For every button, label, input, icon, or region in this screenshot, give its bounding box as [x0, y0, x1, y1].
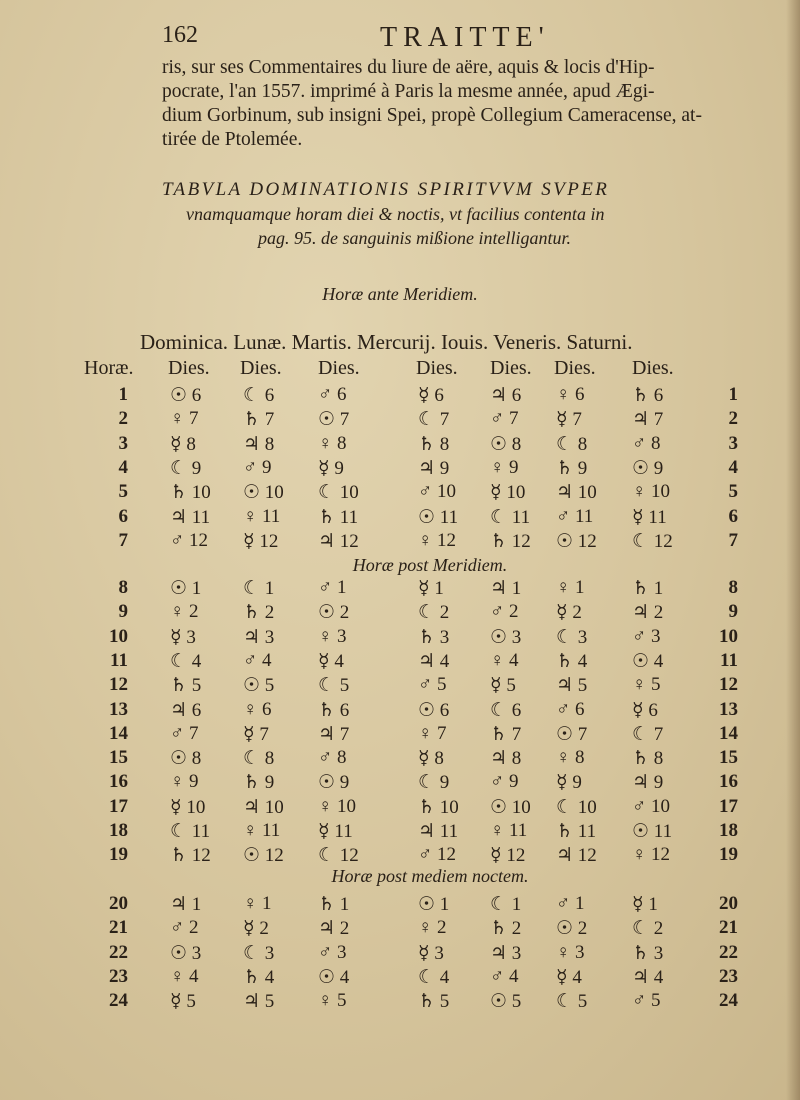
hours-column-header: Horæ.: [84, 357, 134, 379]
section-heading-post-meridiem: Horæ post Meridiem.: [352, 555, 508, 575]
planet-cell: ☿ 12: [243, 530, 279, 552]
intro-line: pocrate, l'an 1557. imprimé à Paris la mesme année, apud Ægi-: [162, 81, 655, 102]
planet-cell: ♂ 10: [632, 795, 670, 817]
hour-number: 20: [109, 893, 128, 914]
planet-cell: ♃ 10: [556, 482, 597, 504]
hour-number: 12: [719, 674, 738, 696]
hour-number: 10: [719, 625, 738, 647]
planet-cell: ☿ 4: [556, 966, 582, 988]
planet-cell: ☿ 10: [170, 796, 206, 818]
planet-cell: ♂ 4: [243, 649, 272, 671]
dies-column-header: Dies.: [554, 357, 596, 379]
planet-cell: ♀ 5: [632, 674, 661, 696]
hour-number: 24: [719, 990, 738, 1012]
planet-cell: ☾ 12: [318, 845, 359, 867]
planet-cell: ♀ 2: [418, 917, 447, 939]
planet-cell: ☾ 4: [170, 650, 202, 672]
planet-cell: ☿ 1: [632, 894, 658, 915]
planet-cell: ♄ 8: [632, 748, 664, 770]
planet-cell: ☉ 6: [418, 699, 450, 721]
planet-cell: ♂ 10: [418, 481, 456, 503]
planet-cell: ♃ 12: [318, 530, 359, 552]
table-title-line: TABVLA DOMINATIONIS SPIRITVVM SVPER: [162, 179, 610, 200]
intro-line: tirée de Ptolemée.: [162, 129, 303, 150]
planet-cell: ☉ 2: [556, 918, 588, 940]
hour-number: 15: [109, 747, 128, 769]
planet-cell: ♀ 9: [170, 771, 199, 793]
planet-cell: ♀ 11: [490, 820, 528, 841]
hour-number: 7: [728, 529, 738, 551]
planet-cell: ♂ 3: [318, 941, 347, 963]
planet-cell: ☿ 6: [632, 699, 658, 721]
planet-cell: ♂ 9: [243, 456, 272, 478]
planet-cell: ♀ 12: [418, 529, 456, 551]
planet-cell: ♀ 6: [556, 384, 585, 405]
planet-cell: ♀ 12: [632, 844, 670, 866]
table-row: [0, 384, 800, 408]
planet-cell: ☉ 10: [490, 796, 531, 818]
planet-cell: ☉ 1: [170, 578, 202, 599]
planet-cell: ☾ 11: [170, 821, 211, 842]
planet-cell: ♃ 5: [243, 991, 275, 1013]
planet-cell: ♃ 4: [632, 966, 664, 988]
planet-cell: ☉ 7: [318, 409, 350, 431]
planet-cell: ☾ 8: [556, 433, 588, 455]
planet-cell: ☾ 3: [243, 942, 275, 964]
planet-cell: ♂ 5: [418, 674, 447, 696]
planet-cell: ♃ 6: [170, 699, 202, 721]
planet-cell: ♀ 5: [318, 990, 347, 1012]
table-row: [0, 577, 800, 601]
planet-cell: ☿ 8: [170, 433, 196, 455]
planet-cell: ♂ 9: [490, 771, 519, 793]
hour-number: 22: [109, 941, 128, 963]
planet-cell: ♄ 3: [632, 942, 664, 964]
planet-cell: ♃ 11: [170, 506, 211, 528]
table-row: [0, 844, 800, 868]
running-title: TRAITTE': [380, 22, 550, 53]
planet-cell: ♄ 6: [632, 385, 664, 406]
planet-cell: ♀ 4: [170, 965, 199, 987]
planet-cell: ♀ 11: [243, 505, 281, 527]
planet-cell: ☉ 12: [556, 530, 597, 552]
planet-cell: ♃ 5: [556, 675, 588, 697]
dies-column-header: Dies.: [318, 357, 360, 379]
planet-cell: ☾ 6: [490, 699, 522, 721]
planet-cell: ♂ 5: [632, 990, 661, 1012]
table-row: [0, 530, 800, 554]
intro-line: ris, sur ses Commentaires du liure de aëre, aquis & locis d'Hip-: [162, 57, 655, 78]
planet-cell: ♄ 2: [490, 918, 522, 940]
planet-cell: ♃ 4: [418, 650, 450, 672]
planet-cell: ♀ 7: [170, 408, 199, 430]
planet-cell: ☿ 2: [556, 602, 582, 624]
planet-cell: ♄ 12: [490, 530, 531, 552]
hour-number: 18: [109, 820, 128, 841]
hour-number: 20: [719, 893, 738, 914]
table-row: [0, 747, 800, 771]
table-row: [0, 457, 800, 481]
planet-cell: ♂ 6: [318, 384, 347, 405]
planet-cell: ♃ 3: [490, 942, 522, 964]
page-header: [0, 22, 800, 56]
hour-number: 5: [118, 481, 128, 503]
planet-cell: ♀ 1: [243, 893, 272, 914]
planet-cell: ☿ 4: [318, 650, 344, 672]
hour-number: 23: [109, 965, 128, 987]
planet-cell: ♂ 12: [170, 529, 208, 551]
planet-cell: ♄ 10: [418, 796, 459, 818]
planet-cell: ♃ 7: [632, 409, 664, 431]
planet-cell: ♃ 9: [418, 457, 450, 479]
planet-cell: ☉ 5: [243, 675, 275, 697]
planet-cell: ☾ 9: [418, 772, 450, 794]
planet-cell: ♄ 9: [243, 772, 275, 794]
planet-cell: ☾ 4: [418, 966, 450, 988]
planet-cell: ☾ 12: [632, 530, 673, 552]
day-names-header: Dominica. Lunæ. Martis. Mercurij. Iouis. Veneris. Saturni.: [140, 330, 633, 354]
planet-cell: ☿ 5: [170, 991, 196, 1013]
planet-cell: ♃ 1: [170, 894, 202, 915]
planet-cell: ♃ 9: [632, 772, 664, 794]
planet-cell: ☿ 5: [490, 675, 516, 697]
planet-cell: ☉ 4: [632, 650, 664, 672]
hour-number: 13: [109, 698, 128, 720]
table-row: [0, 626, 800, 650]
table-row: [0, 408, 800, 432]
hour-number: 6: [118, 505, 128, 527]
planet-cell: ☉ 9: [318, 772, 350, 794]
planet-cell: ♀ 3: [318, 625, 347, 647]
planet-cell: ♃ 10: [243, 796, 284, 818]
planet-cell: ♃ 6: [490, 385, 522, 406]
hour-number: 17: [719, 795, 738, 817]
table-row: [0, 796, 800, 820]
planet-cell: ♀ 6: [243, 698, 272, 720]
planet-cell: ☾ 3: [556, 626, 588, 648]
planet-cell: ♃ 7: [318, 723, 350, 745]
planet-cell: ♀ 10: [318, 795, 356, 817]
dies-column-header: Dies.: [490, 357, 532, 379]
hour-number: 14: [719, 722, 738, 744]
column-headers: [0, 357, 800, 381]
planet-cell: ♄ 2: [243, 602, 275, 624]
planet-cell: ♂ 11: [556, 505, 594, 527]
planet-cell: ☿ 8: [418, 748, 444, 770]
table-row: [0, 893, 800, 917]
hour-number: 3: [728, 432, 738, 454]
planet-cell: ♂ 7: [490, 408, 519, 430]
hour-number: 5: [728, 481, 738, 503]
hour-number: 2: [118, 408, 128, 430]
table-row: [0, 699, 800, 723]
hour-number: 21: [719, 917, 738, 939]
planet-cell: ♄ 7: [243, 409, 275, 431]
planet-cell: ♃ 8: [243, 433, 275, 455]
planet-cell: ♄ 9: [556, 457, 588, 479]
planet-cell: ☉ 10: [243, 482, 284, 504]
hour-number: 9: [728, 601, 738, 623]
table-row: [0, 771, 800, 795]
planet-cell: ♄ 5: [170, 675, 202, 697]
planet-cell: ☉ 9: [632, 457, 664, 479]
hour-number: 4: [728, 456, 738, 478]
table-row: [0, 820, 800, 844]
hour-number: 11: [720, 649, 738, 671]
planet-cell: ☿ 1: [418, 578, 444, 599]
table-row: [0, 723, 800, 747]
table-row: [0, 601, 800, 625]
hour-number: 1: [118, 384, 128, 405]
planet-cell: ☉ 4: [318, 966, 350, 988]
planet-cell: ♃ 2: [318, 918, 350, 940]
hour-number: 9: [118, 601, 128, 623]
planet-cell: ♂ 2: [490, 601, 519, 623]
planet-cell: ☾ 2: [632, 918, 664, 940]
planet-cell: ♀ 7: [418, 722, 447, 744]
planet-cell: ♄ 1: [318, 894, 350, 915]
planet-cell: ♄ 5: [418, 991, 450, 1013]
intro-line: dium Gorbinum, sub insigni Spei, propè Collegium Cameracense, at-: [162, 105, 702, 126]
planet-cell: ♃ 3: [243, 626, 275, 648]
hour-number: 7: [118, 529, 128, 551]
hour-number: 23: [719, 965, 738, 987]
planet-cell: ☾ 5: [318, 675, 350, 697]
planet-cell: ☉ 7: [556, 723, 588, 745]
page-number: 162: [162, 22, 198, 48]
planet-cell: ♃ 1: [490, 578, 522, 599]
planet-cell: ☾ 7: [632, 723, 664, 745]
hour-number: 1: [728, 384, 738, 405]
planet-cell: ☿ 7: [243, 723, 269, 745]
planet-cell: ☉ 12: [243, 845, 284, 867]
table-row: [0, 942, 800, 966]
dies-column-header: Dies.: [240, 357, 282, 379]
planet-cell: ♂ 7: [170, 722, 199, 744]
planet-cell: ☿ 9: [556, 772, 582, 794]
planet-cell: ♄ 11: [318, 506, 359, 528]
planet-cell: ☉ 1: [418, 894, 450, 915]
planet-cell: ♂ 2: [170, 917, 199, 939]
table-row: [0, 650, 800, 674]
dies-column-header: Dies.: [632, 357, 674, 379]
planet-cell: ♀ 8: [556, 747, 585, 769]
planet-cell: ♄ 4: [556, 650, 588, 672]
dies-column-header: Dies.: [168, 357, 210, 379]
hour-number: 19: [109, 844, 128, 866]
hour-number: 11: [110, 649, 128, 671]
planet-cell: ☿ 3: [170, 626, 196, 648]
planet-cell: ☿ 10: [490, 482, 526, 504]
planet-cell: ♂ 3: [632, 625, 661, 647]
planet-cell: ♂ 6: [556, 698, 585, 720]
hour-number: 2: [728, 408, 738, 430]
hour-number: 8: [118, 577, 128, 598]
hour-number: 21: [109, 917, 128, 939]
planet-cell: ☿ 7: [556, 409, 582, 431]
table-row: [0, 481, 800, 505]
planet-cell: ☉ 5: [490, 991, 522, 1013]
planet-cell: ☾ 9: [170, 457, 202, 479]
hour-number: 13: [719, 698, 738, 720]
planet-cell: ♄ 7: [490, 723, 522, 745]
planet-cell: ♂ 12: [418, 844, 456, 866]
planet-cell: ♂ 8: [318, 747, 347, 769]
table-row: [0, 990, 800, 1014]
planet-cell: ♀ 11: [243, 820, 281, 841]
planet-cell: ☉ 11: [418, 506, 459, 528]
hour-number: 10: [109, 625, 128, 647]
planet-cell: ☾ 1: [490, 894, 522, 915]
hour-number: 17: [109, 795, 128, 817]
planet-cell: ☉ 6: [170, 385, 202, 406]
hour-number: 8: [728, 577, 738, 598]
table-row: [0, 917, 800, 941]
hour-number: 18: [719, 820, 738, 841]
planet-cell: ☿ 6: [418, 385, 444, 406]
hour-number: 24: [109, 990, 128, 1012]
hour-number: 19: [719, 844, 738, 866]
hour-number: 16: [719, 771, 738, 793]
planet-cell: ☾ 11: [490, 506, 531, 528]
table-row: [0, 506, 800, 530]
planet-cell: ☾ 6: [243, 385, 275, 406]
planet-cell: ♂ 1: [318, 577, 347, 598]
planet-cell: ♄ 6: [318, 699, 350, 721]
hour-number: 22: [719, 941, 738, 963]
planet-cell: ♄ 3: [418, 626, 450, 648]
planet-cell: ♃ 2: [632, 602, 664, 624]
planet-cell: ♀ 10: [632, 481, 670, 503]
table-row: [0, 433, 800, 457]
planet-cell: ♂ 8: [632, 432, 661, 454]
table-row: [0, 966, 800, 990]
planet-cell: ☿ 3: [418, 942, 444, 964]
hour-number: 16: [109, 771, 128, 793]
planet-cell: ☿ 11: [632, 506, 667, 528]
planet-cell: ♄ 8: [418, 433, 450, 455]
planet-cell: ☾ 5: [556, 991, 588, 1013]
planet-cell: ☉ 11: [632, 821, 673, 842]
planet-cell: ☾ 1: [243, 578, 275, 599]
planet-cell: ♄ 4: [243, 966, 275, 988]
intro-paragraph: [162, 56, 767, 152]
planet-cell: ☿ 12: [490, 845, 526, 867]
planet-cell: ☉ 8: [490, 433, 522, 455]
table-title: [150, 178, 770, 250]
planet-cell: ☉ 8: [170, 748, 202, 770]
planet-cell: ♄ 1: [632, 578, 664, 599]
planet-cell: ☾ 8: [243, 748, 275, 770]
table-title-line: vnamquamque horam diei & noctis, vt facilius contenta in: [186, 204, 605, 224]
planet-cell: ♂ 4: [490, 965, 519, 987]
hour-number: 6: [728, 505, 738, 527]
planet-cell: ♂ 1: [556, 893, 585, 914]
planet-cell: ♀ 8: [318, 432, 347, 454]
planet-cell: ♀ 9: [490, 456, 519, 478]
dies-column-header: Dies.: [416, 357, 458, 379]
planet-cell: ☿ 2: [243, 918, 269, 940]
planet-cell: ♀ 1: [556, 577, 585, 598]
planet-cell: ☉ 2: [318, 602, 350, 624]
planet-cell: ♃ 8: [490, 748, 522, 770]
hour-number: 12: [109, 674, 128, 696]
table-row: [0, 674, 800, 698]
hour-number: 14: [109, 722, 128, 744]
planet-cell: ♀ 3: [556, 941, 585, 963]
planet-cell: ♄ 10: [170, 482, 211, 504]
planet-cell: ☉ 3: [170, 942, 202, 964]
planet-cell: ♄ 12: [170, 845, 211, 867]
planet-cell: ☾ 10: [556, 796, 597, 818]
planet-cell: ♀ 4: [490, 649, 519, 671]
planet-cell: ♃ 11: [418, 821, 459, 842]
planet-cell: ☿ 11: [318, 821, 353, 842]
planet-cell: ☾ 7: [418, 409, 450, 431]
section-heading-ante-meridiem: Horæ ante Meridiem.: [322, 284, 478, 304]
planet-cell: ♀ 2: [170, 601, 199, 623]
hour-number: 4: [118, 456, 128, 478]
planet-cell: ☉ 3: [490, 626, 522, 648]
planet-cell: ☿ 9: [318, 457, 344, 479]
planet-cell: ♄ 11: [556, 821, 597, 842]
section-heading-post-noctem: Horæ post mediem noctem.: [331, 866, 529, 886]
planet-cell: ♃ 12: [556, 845, 597, 867]
planet-cell: ☾ 2: [418, 602, 450, 624]
hour-number: 15: [719, 747, 738, 769]
table-title-line: pag. 95. de sanguinis mißione intelligantur.: [258, 228, 571, 248]
planet-cell: ☾ 10: [318, 482, 359, 504]
hour-number: 3: [118, 432, 128, 454]
